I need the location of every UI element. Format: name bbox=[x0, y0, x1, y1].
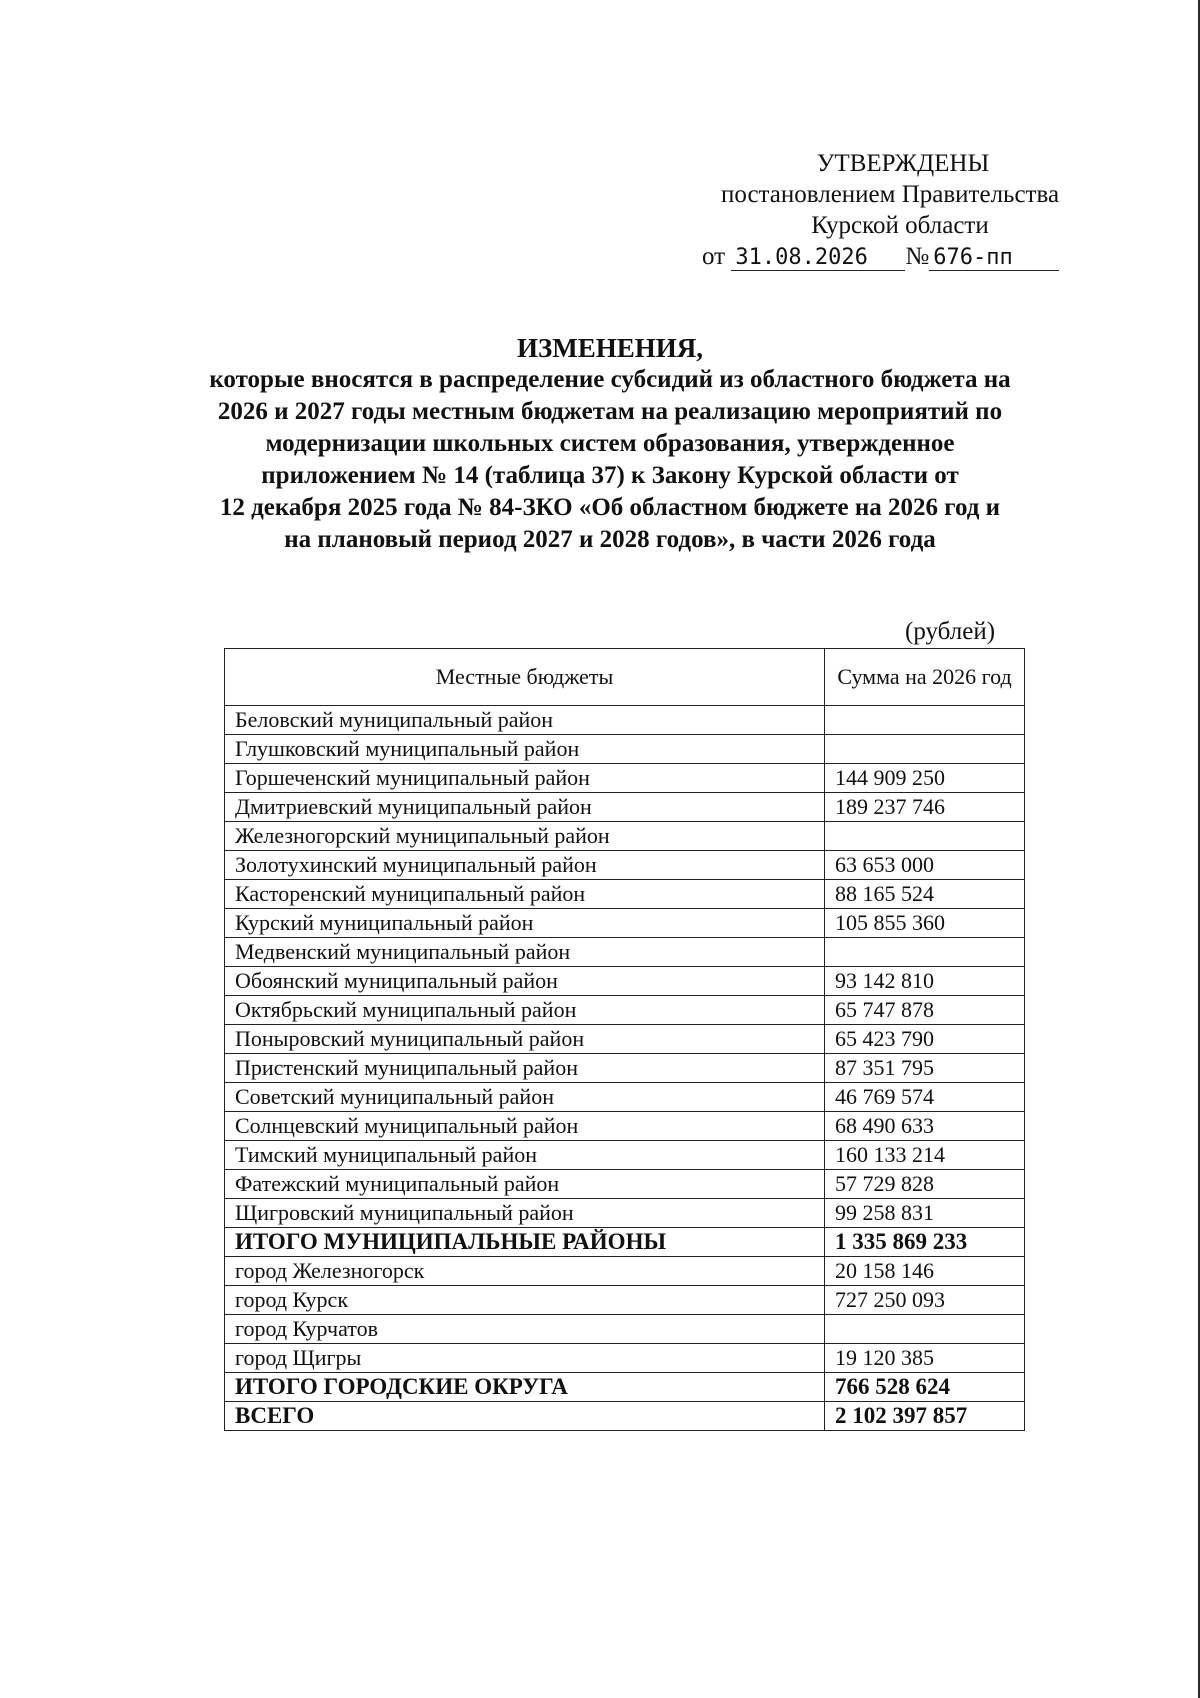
budget-name-cell: ИТОГО МУНИЦИПАЛЬНЫЕ РАЙОНЫ bbox=[225, 1228, 825, 1257]
budget-sum-cell: 65 423 790 bbox=[825, 1025, 1025, 1054]
table-total-row bbox=[225, 1402, 1025, 1431]
budget-name-cell: Беловский муниципальный район bbox=[225, 706, 825, 735]
table-row bbox=[225, 1199, 1025, 1228]
budget-name-cell: ВСЕГО bbox=[225, 1402, 825, 1431]
budget-sum-cell: 19 120 385 bbox=[825, 1344, 1025, 1373]
budget-name-cell: Пристенский муниципальный район bbox=[225, 1054, 825, 1083]
budget-sum-cell: 63 653 000 bbox=[825, 851, 1025, 880]
budget-name-cell: Советский муниципальный район bbox=[225, 1083, 825, 1112]
table-row bbox=[225, 793, 1025, 822]
table-row bbox=[225, 1257, 1025, 1286]
budget-sum-cell: 87 351 795 bbox=[825, 1054, 1025, 1083]
budget-sum-cell: 766 528 624 bbox=[825, 1373, 1025, 1402]
table-row bbox=[225, 822, 1025, 851]
budget-sum-cell: 2 102 397 857 bbox=[825, 1402, 1025, 1431]
table-row bbox=[225, 909, 1025, 938]
title-line: приложением № 14 (таблица 37) к Закону Курской области от bbox=[261, 462, 959, 489]
approval-stamp bbox=[690, 148, 1090, 272]
budget-name-cell: Октябрьский муниципальный район bbox=[225, 996, 825, 1025]
budget-sum-cell: 20 158 146 bbox=[825, 1257, 1025, 1286]
budget-name-cell: Курский муниципальный район bbox=[225, 909, 825, 938]
budget-sum-cell bbox=[825, 822, 1025, 851]
budget-sum-cell: 99 258 831 bbox=[825, 1199, 1025, 1228]
table-body bbox=[225, 706, 1025, 1431]
table-row bbox=[225, 1141, 1025, 1170]
table-header-row bbox=[225, 649, 1025, 706]
title-line: модернизации школьных систем образования, утвержденное bbox=[265, 430, 955, 457]
budget-sum-cell: 144 909 250 bbox=[825, 764, 1025, 793]
budget-name-cell: ИТОГО ГОРОДСКИЕ ОКРУГА bbox=[225, 1373, 825, 1402]
budget-sum-cell bbox=[825, 938, 1025, 967]
approval-number-line bbox=[702, 241, 1090, 272]
budget-table bbox=[224, 648, 1025, 1431]
number-prefix: № bbox=[905, 243, 930, 270]
table-row bbox=[225, 1025, 1025, 1054]
table-row bbox=[225, 851, 1025, 880]
budget-name-cell: Обоянский муниципальный район bbox=[225, 967, 825, 996]
date-prefix: от bbox=[702, 243, 726, 270]
budget-sum-cell: 189 237 746 bbox=[825, 793, 1025, 822]
table-row bbox=[225, 1286, 1025, 1315]
budget-name-cell: город Курчатов bbox=[225, 1315, 825, 1344]
table-row bbox=[225, 764, 1025, 793]
budget-sum-cell: 65 747 878 bbox=[825, 996, 1025, 1025]
table-row bbox=[225, 1170, 1025, 1199]
table-row bbox=[225, 1112, 1025, 1141]
table-row bbox=[225, 1054, 1025, 1083]
budget-name-cell: Золотухинский муниципальный район bbox=[225, 851, 825, 880]
budget-sum-cell: 57 729 828 bbox=[825, 1170, 1025, 1199]
budget-name-cell: Тимский муниципальный район bbox=[225, 1141, 825, 1170]
budget-name-cell: Медвенский муниципальный район bbox=[225, 938, 825, 967]
table-row bbox=[225, 1315, 1025, 1344]
table-row bbox=[225, 880, 1025, 909]
budget-name-cell: Щигровский муниципальный район bbox=[225, 1199, 825, 1228]
column-header-name: Местные бюджеты bbox=[225, 649, 825, 706]
budget-name-cell: Фатежский муниципальный район bbox=[225, 1170, 825, 1199]
budget-name-cell: Касторенский муниципальный район bbox=[225, 880, 825, 909]
table-total-row bbox=[225, 1228, 1025, 1257]
budget-name-cell: Поныровский муниципальный район bbox=[225, 1025, 825, 1054]
title-line: которые вносятся в распределение субсидий из областного бюджета на bbox=[209, 366, 1011, 393]
budget-sum-cell bbox=[825, 1315, 1025, 1344]
table-row bbox=[225, 735, 1025, 764]
column-header-sum: Сумма на 2026 год bbox=[825, 649, 1025, 706]
budget-name-cell: город Курск bbox=[225, 1286, 825, 1315]
table-row bbox=[225, 938, 1025, 967]
approval-date: 31.08.2026 bbox=[731, 246, 905, 271]
title-heading: ИЗМЕНЕНИЯ, bbox=[516, 333, 703, 363]
budget-name-cell: Глушковский муниципальный район bbox=[225, 735, 825, 764]
approval-title: УТВЕРЖДЕНЫ bbox=[816, 150, 990, 177]
table-row bbox=[225, 996, 1025, 1025]
budget-sum-cell: 46 769 574 bbox=[825, 1083, 1025, 1112]
budget-sum-cell: 105 855 360 bbox=[825, 909, 1025, 938]
budget-sum-cell bbox=[825, 706, 1025, 735]
budget-name-cell: Железногорский муниципальный район bbox=[225, 822, 825, 851]
table-row bbox=[225, 706, 1025, 735]
title-line: на плановый период 2027 и 2028 годов», в части 2026 года bbox=[284, 526, 936, 553]
budget-name-cell: город Железногорск bbox=[225, 1257, 825, 1286]
table-row bbox=[225, 1344, 1025, 1373]
budget-name-cell: Солнцевский муниципальный район bbox=[225, 1112, 825, 1141]
approval-line: Курской области bbox=[811, 212, 989, 239]
budget-sum-cell: 88 165 524 bbox=[825, 880, 1025, 909]
approval-number: 676-пп bbox=[929, 246, 1059, 271]
units-label: (рублей) bbox=[905, 618, 996, 645]
approval-line: постановлением Правительства bbox=[720, 181, 1060, 208]
budget-sum-cell: 68 490 633 bbox=[825, 1112, 1025, 1141]
table-total-row bbox=[225, 1373, 1025, 1402]
budget-name-cell: город Щигры bbox=[225, 1344, 825, 1373]
title-line: 2026 и 2027 годы местным бюджетам на реализацию мероприятий по bbox=[217, 398, 1003, 425]
budget-sum-cell bbox=[825, 735, 1025, 764]
table-row bbox=[225, 967, 1025, 996]
budget-sum-cell: 160 133 214 bbox=[825, 1141, 1025, 1170]
budget-sum-cell: 93 142 810 bbox=[825, 967, 1025, 996]
budget-sum-cell: 1 335 869 233 bbox=[825, 1228, 1025, 1257]
table-row bbox=[225, 1083, 1025, 1112]
document-title bbox=[150, 332, 1070, 556]
title-line: 12 декабря 2025 года № 84-ЗКО «Об областном бюджете на 2026 год и bbox=[219, 494, 1001, 521]
budget-name-cell: Горшеченский муниципальный район bbox=[225, 764, 825, 793]
budget-sum-cell: 727 250 093 bbox=[825, 1286, 1025, 1315]
budget-name-cell: Дмитриевский муниципальный район bbox=[225, 793, 825, 822]
